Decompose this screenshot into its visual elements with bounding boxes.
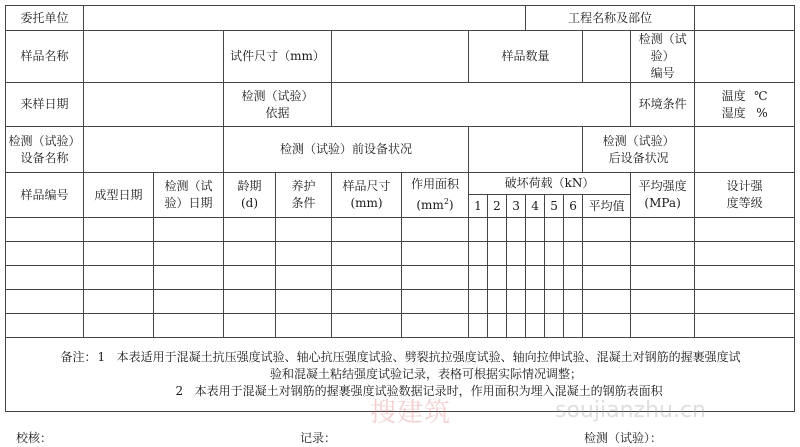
col-area-line2 — [404, 193, 466, 214]
equipment-after-label-line1: 检测（试验） — [602, 133, 675, 148]
col-sample-size-line2: (mm) — [350, 196, 383, 210]
table-row[interactable] — [6, 218, 795, 242]
humidity-unit: % — [756, 105, 768, 120]
col-load-1: 1 — [469, 195, 488, 218]
table-row[interactable] — [6, 290, 795, 314]
col-sample-size — [332, 173, 402, 218]
test-basis-label — [224, 83, 332, 127]
project-name-value[interactable] — [695, 6, 795, 31]
concrete-strength-test-record-form — [5, 5, 795, 412]
equipment-after-label-line2: 后设备状况 — [608, 150, 669, 165]
note-2-number: 2 — [175, 384, 184, 398]
test-no-value[interactable] — [695, 31, 795, 83]
watermark-url: soujianzhu.cn — [555, 398, 706, 423]
tester-label: 检测（试验）： — [584, 431, 663, 445]
col-test-date-line1: 检测（试 — [164, 179, 213, 193]
signature-footer — [16, 429, 786, 447]
sample-quantity-label: 样品数量 — [469, 31, 583, 83]
test-basis-label-line2: 依据 — [265, 105, 290, 120]
col-age-line1: 龄期 — [237, 179, 262, 193]
notes-label: 备注： — [60, 350, 97, 364]
note-1-number: 1 — [97, 350, 106, 364]
checker-label: 校核： — [16, 431, 53, 445]
equipment-after-label — [583, 127, 695, 173]
col-load-2: 2 — [488, 195, 507, 218]
col-design-grade-line1: 设计强 — [726, 179, 763, 193]
equipment-before-value[interactable] — [469, 127, 583, 173]
col-area-line1: 作用面积 — [410, 177, 459, 191]
col-area-unit: (mm — [416, 198, 444, 212]
sample-quantity-value[interactable] — [583, 31, 631, 83]
col-load-5: 5 — [545, 195, 564, 218]
note-1-text-2: 验和混凝土粘结强度试验记录，表格可根据实际情况调整； — [270, 367, 583, 381]
test-basis-label-line1: 检测（试验） — [241, 88, 314, 103]
project-name-label: 工程名称及部位 — [526, 6, 695, 31]
col-failure-load: 破坏荷载（kN） — [469, 173, 631, 195]
specimen-size-value[interactable] — [332, 31, 469, 83]
equipment-name-label-line2: 设备名称 — [20, 150, 69, 165]
col-test-date-line2: 验）日期 — [164, 196, 213, 210]
sample-name-value[interactable] — [84, 31, 224, 83]
note-1 — [8, 349, 792, 366]
col-age-line2: (d) — [240, 196, 259, 210]
humidity-label: 湿度 — [721, 105, 746, 120]
note-1-continued — [8, 366, 792, 383]
col-sample-no: 样品编号 — [6, 173, 84, 218]
equipment-before-label: 检测（试验）前设备状况 — [224, 127, 469, 173]
equipment-name-value[interactable] — [84, 127, 224, 173]
col-curing-line1: 养护 — [291, 179, 316, 193]
test-no-label — [631, 31, 695, 83]
col-avg-strength-line1: 平均强度 — [638, 179, 687, 193]
sampling-date-label: 来样日期 — [6, 83, 84, 127]
sampling-date-value[interactable] — [84, 83, 224, 127]
note-1-text: 本表适用于混凝土抗压强度试验、轴心抗压强度试验、劈裂抗拉强度试验、轴向拉伸试验、混凝土对钢筋的握裹强度试 — [116, 350, 741, 364]
col-load-6: 6 — [564, 195, 583, 218]
col-load-average: 平均值 — [583, 195, 631, 218]
col-curing — [276, 173, 332, 218]
col-area-unit-exp: 2 — [443, 197, 449, 206]
temperature-unit: ℃ — [754, 88, 768, 103]
col-test-date — [154, 173, 224, 218]
col-load-4: 4 — [526, 195, 545, 218]
col-age — [224, 173, 276, 218]
test-basis-value[interactable] — [332, 83, 631, 127]
equipment-name-label — [6, 127, 84, 173]
temperature-label: 温度 — [721, 88, 746, 103]
col-avg-strength-line2: (MPa) — [644, 196, 681, 210]
col-avg-strength — [631, 173, 695, 218]
environment-label: 环境条件 — [631, 83, 695, 127]
col-sample-size-line1: 样品尺寸 — [342, 179, 391, 193]
col-load-3: 3 — [507, 195, 526, 218]
col-curing-line2: 条件 — [291, 196, 316, 210]
equipment-name-label-line1: 检测（试验） — [8, 133, 81, 148]
environment-value[interactable] — [695, 83, 795, 127]
col-design-grade — [695, 173, 795, 218]
col-design-grade-line2: 度等级 — [726, 196, 763, 210]
table-row[interactable] — [6, 266, 795, 290]
col-area-unit-close: ) — [448, 198, 454, 212]
watermark-text: 搜建筑 — [370, 398, 452, 428]
table-row[interactable] — [6, 242, 795, 266]
test-no-label-line2: 编号 — [650, 66, 675, 80]
client-unit-label: 委托单位 — [6, 6, 84, 31]
test-no-label-line1: 检测（试验） — [638, 32, 687, 63]
col-area — [402, 173, 469, 218]
sample-name-label: 样品名称 — [6, 31, 84, 83]
col-molding-date: 成型日期 — [84, 173, 154, 218]
client-unit-value[interactable] — [84, 6, 526, 31]
specimen-size-label: 试件尺寸（mm） — [224, 31, 332, 83]
note-2-text: 本表用于混凝土对钢筋的握裹强度试验数据记录时，作用面积为埋入混凝土的钢筋表面积 — [194, 384, 663, 398]
table-row[interactable] — [6, 314, 795, 338]
equipment-after-value[interactable] — [695, 127, 795, 173]
recorder-label: 记录： — [300, 431, 337, 445]
